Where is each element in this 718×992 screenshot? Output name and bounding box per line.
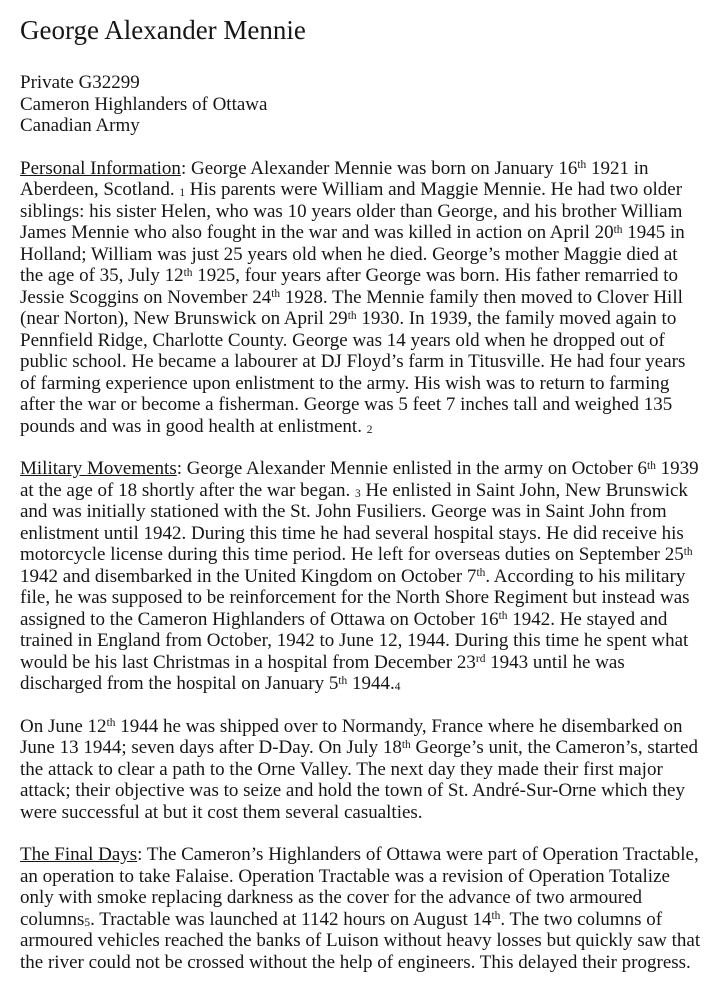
text-run: . According to his military [485, 565, 686, 587]
text-line [20, 287, 702, 309]
text-run: He enlisted in Saint John, New Brunswick [360, 479, 688, 501]
text-run: 1925, four years after George was born. His father remarried to [192, 265, 679, 286]
service-line: Cameron Highlanders of Ottawa [20, 93, 268, 115]
text-run: : The Cameron’s Highlanders of Ottawa were part of Operation Tractable, [137, 844, 699, 865]
text-line [20, 952, 702, 974]
document-body [20, 158, 702, 974]
text-line [20, 265, 702, 287]
text-run: 1942. He stayed and [507, 608, 668, 630]
ordinal-superscript: th [271, 288, 281, 301]
ordinal-superscript: th [476, 567, 486, 580]
text-line [20, 630, 702, 652]
paragraph-normandy [20, 716, 702, 824]
text-run: and was initially stationed with the St. John Fusiliers. George was in Saint John from [20, 501, 667, 522]
text-run: the age of 35, July 12 [20, 265, 184, 286]
text-run: 1921 in [586, 157, 649, 179]
text-run: public school. He became a labourer at DJ Floyd’s farm in Titusville. He had four years [20, 351, 686, 372]
text-run: would be his last Christmas in a hospital from December 23 [20, 651, 476, 673]
text-run: 1944. [347, 673, 395, 694]
text-line [20, 480, 702, 502]
text-run: were successful at but it cost them several casualties. [20, 801, 423, 823]
text-line [20, 866, 702, 888]
text-run: siblings: his sister Helen, who was 10 years older than George, and his brother William [20, 200, 683, 222]
text-line [20, 201, 702, 223]
text-run: . Tractable was launched at 1142 hours on August 14 [90, 908, 492, 930]
text-line [20, 222, 702, 244]
text-line [20, 523, 702, 545]
text-run: only with smoke replacing darkness as the cover for the advance of two armoured [20, 887, 643, 908]
service-line: Canadian Army [20, 115, 140, 136]
text-line [20, 351, 702, 373]
text-run: George’s unit, the Cameron’s, started [410, 737, 698, 758]
footnote-marker: 2 [366, 423, 373, 436]
text-run: James Mennie who also fought in the war and was killed in action on April 20 [20, 222, 614, 243]
ordinal-superscript: th [338, 674, 348, 687]
text-run: the river could not be crossed without the help of engineers. This delayed their progress. [20, 951, 691, 973]
text-run: On June 12 [20, 715, 107, 737]
text-line [20, 394, 702, 416]
ordinal-superscript: th [647, 459, 656, 472]
text-run: 1945 in [622, 222, 685, 243]
text-run: columns [20, 908, 85, 930]
text-line [20, 930, 702, 952]
text-run: Jessie Scoggins on November 24 [20, 286, 272, 308]
text-run: armoured vehicles reached the banks of Luison without heavy losses but quickly saw that [20, 930, 701, 951]
ordinal-superscript: th [491, 910, 501, 923]
ordinal-superscript: th [106, 717, 116, 730]
text-line [20, 609, 702, 631]
text-line [20, 673, 702, 695]
text-run: enlistment until 1942. During this time he had several hospital stays. He did receive his [20, 522, 684, 544]
text-line [20, 759, 702, 781]
text-line [20, 909, 702, 931]
text-run: (near Norton), New Brunswick on April 29 [20, 308, 348, 329]
text-line [20, 737, 702, 759]
text-run: assigned to the Cameron Highlanders of Ottawa on October 16 [20, 608, 499, 630]
text-line [20, 373, 702, 395]
service-line: Private G32299 [20, 72, 140, 93]
text-run: the attack to clear a path to the Orne Valley. The next day they made their first major [20, 758, 663, 780]
text-line [20, 887, 702, 909]
text-run: at the age of 18 shortly after the war began. [20, 479, 356, 501]
section-heading: The Final Days [20, 844, 138, 865]
text-line [20, 802, 702, 824]
text-line [20, 844, 702, 866]
ordinal-superscript: th [613, 223, 623, 236]
text-run: 1942 and disembarked in the United Kingdom on October 7 [20, 565, 477, 587]
text-line [20, 587, 702, 609]
footnote-marker: 5 [84, 916, 91, 929]
text-run: Aberdeen, Scotland. [20, 179, 180, 200]
text-run: file, he was supposed to be reinforcement for the North Shore Regiment but instead was [20, 587, 690, 608]
text-line [20, 158, 702, 180]
text-run: : George Alexander Mennie was born on January 16 [180, 157, 578, 179]
paragraph-personal-information [20, 158, 702, 438]
text-run: June 13 1944; seven days after D-Day. On July 18 [20, 737, 402, 758]
ordinal-superscript: rd [475, 653, 486, 666]
text-run: after the war or become a fisherman. George was 5 feet 7 inches tall and weighed 135 [20, 394, 673, 415]
paragraph-military-movements [20, 458, 702, 695]
text-run: . The two columns of [500, 908, 663, 930]
text-line [20, 308, 702, 330]
section-heading: Personal Information [20, 157, 181, 179]
text-run: trained in England from October, 1942 to June 12, 1944. During this time he spent what [20, 630, 689, 651]
text-run: Holland; William was just 25 years old when he died. George’s mother Maggie died at [20, 243, 678, 265]
text-line [20, 716, 702, 738]
paragraph-the-final-days [20, 844, 702, 973]
section-heading: Military Movements [20, 458, 177, 479]
service-info-block [20, 72, 702, 137]
text-run: an operation to take Falaise. Operation Tractable was a revision of Operation Totalize [20, 865, 670, 887]
text-run: His parents were William and Maggie Mennie. He had two older [185, 179, 683, 200]
document-title: George Alexander Mennie [20, 15, 306, 45]
footnote-marker: 3 [355, 487, 361, 500]
text-line [20, 544, 702, 566]
text-run: discharged from the hospital on January 5 [20, 673, 339, 694]
ordinal-superscript: th [347, 309, 357, 322]
ordinal-superscript: th [401, 738, 411, 751]
text-run: 1930. In 1939, the family moved again to [356, 308, 677, 329]
ordinal-superscript: th [577, 159, 587, 172]
text-run: 1944 he was shipped over to Normandy, France where he disembarked on [115, 715, 683, 737]
text-run: pounds and was in good health at enlistment. [20, 415, 367, 437]
footnote-marker: 1 [179, 187, 186, 200]
text-line [20, 566, 702, 588]
ordinal-superscript: th [683, 545, 693, 558]
text-line [20, 501, 702, 523]
footnote-marker: 4 [394, 681, 401, 694]
text-run: 1939 [655, 458, 699, 479]
text-line [20, 179, 702, 201]
text-line [20, 416, 702, 438]
text-run: attack; their objective was to seize and hold the town of St. André-Sur-Orne which they [20, 780, 685, 801]
ordinal-superscript: th [498, 610, 508, 623]
text-line [20, 330, 702, 352]
text-line [20, 652, 702, 674]
text-run: 1928. The Mennie family then moved to Clover Hill [280, 286, 683, 308]
text-run: : George Alexander Mennie enlisted in the army on October 6 [176, 458, 648, 479]
text-line [20, 780, 702, 802]
text-line [20, 458, 702, 480]
text-run: motorcycle license during this time period. He left for overseas duties on September 25 [20, 544, 684, 565]
text-run: Pennfield Ridge, Charlotte County. George was 14 years old when he dropped out of [20, 329, 665, 351]
text-run: of farming experience upon enlistment to the army. His wish was to return to farming [20, 372, 670, 394]
text-line [20, 244, 702, 266]
text-run: 1943 until he was [485, 651, 625, 673]
ordinal-superscript: th [183, 266, 193, 279]
